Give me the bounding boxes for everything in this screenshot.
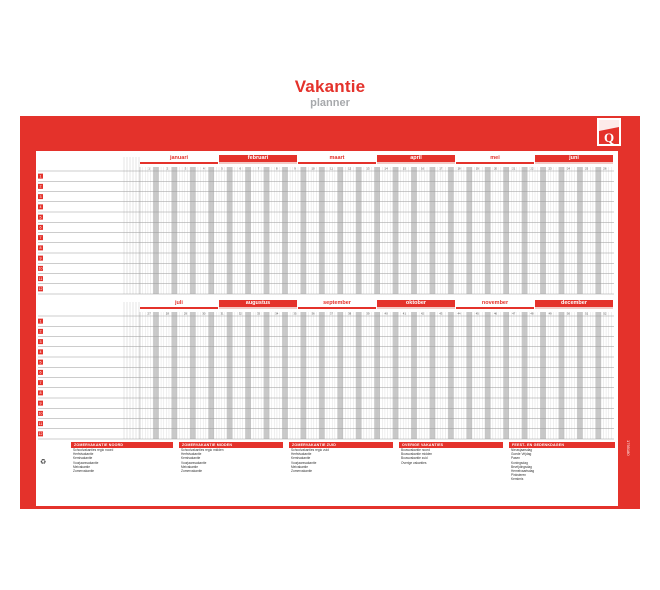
bottom-weekend-column [485, 312, 488, 439]
top-week-number: 14 [384, 166, 388, 171]
quantore-logo [597, 118, 621, 146]
top-week-number: 5 [221, 166, 223, 171]
bottom-week-number: 43 [439, 311, 443, 316]
top-weekend-column [488, 167, 491, 294]
bottom-weekend-column [303, 312, 306, 439]
bottom-month-bar [535, 307, 613, 309]
top-weekend-column [301, 167, 304, 294]
top-row-number: 2 [39, 184, 42, 189]
top-week-number: 7 [257, 166, 260, 171]
bottom-weekend-column [467, 312, 470, 439]
top-row-number: 6 [39, 225, 42, 230]
svg-text:Q: Q [603, 130, 615, 145]
top-weekend-column [469, 167, 472, 294]
top-month-bar [140, 162, 218, 164]
top-month-bar [456, 162, 534, 164]
bottom-row-number: 9 [39, 401, 42, 406]
top-month-juni: juni [535, 155, 613, 162]
top-week-number: 18 [457, 166, 461, 171]
bottom-week-number: 40 [384, 311, 388, 316]
top-row-number: 10 [38, 266, 43, 271]
page-subtitle: planner [310, 97, 350, 109]
top-weekend-column [377, 167, 380, 294]
bottom-weekend-column [356, 312, 359, 439]
bottom-weekend-column [322, 312, 325, 439]
top-weekend-column [282, 167, 285, 294]
top-week-number: 24 [566, 166, 570, 171]
top-weekend-column [503, 167, 506, 294]
bottom-weekend-column [432, 312, 435, 439]
bottom-weekend-column [156, 312, 159, 439]
bottom-week-number: 33 [256, 311, 261, 316]
bottom-weekend-column [393, 312, 396, 439]
top-weekend-column [596, 167, 599, 294]
top-week-number: 13 [366, 166, 370, 171]
bottom-row-number: 3 [39, 339, 42, 344]
top-month-bar [377, 162, 455, 164]
top-weekend-column [174, 167, 177, 294]
top-weekend-column [506, 167, 509, 294]
bottom-row-number: 4 [39, 350, 42, 355]
top-month-bar [298, 162, 376, 164]
info-section-feestdagen: FEEST- EN GEDENKDAGEN Nieuwjaarsdag Goede Vrijdag Pasen Koningsdag Bevrijdingsdag Hemelvaartsdag Pinksteren Kerstmis [509, 442, 615, 506]
bottom-week-number: 39 [366, 311, 370, 316]
top-weekend-column [193, 167, 196, 294]
top-week-number: 11 [329, 166, 333, 171]
top-row-number: 12 [38, 287, 43, 292]
bottom-weekend-column [580, 312, 583, 439]
top-week-number: 25 [585, 166, 589, 171]
top-weekend-column [580, 167, 583, 294]
top-weekend-column [245, 167, 248, 294]
first-half-year [36, 153, 618, 296]
bottom-month-november: november [456, 300, 534, 307]
bottom-weekend-column [451, 312, 454, 439]
top-row-number: 4 [39, 205, 42, 210]
bottom-week-number: 46 [493, 311, 498, 316]
top-month-april: april [377, 155, 455, 162]
product-code: 1795180 [626, 440, 631, 456]
bottom-row-number: 12 [38, 432, 43, 437]
bottom-row-number: 6 [39, 370, 42, 375]
bottom-weekend-column [377, 312, 380, 439]
top-weekend-column [467, 167, 470, 294]
bottom-week-number: 38 [348, 311, 352, 316]
bottom-row-number: 1 [39, 319, 42, 324]
top-weekend-column [540, 167, 543, 294]
top-weekend-column [153, 167, 156, 294]
top-grid [36, 153, 618, 296]
bottom-week-number: 48 [530, 311, 534, 316]
bottom-month-oktober: oktober [377, 300, 455, 307]
top-week-number: 9 [294, 166, 296, 171]
top-weekend-column [561, 167, 564, 294]
bottom-weekend-column [395, 312, 398, 439]
top-week-number: 8 [275, 166, 278, 171]
page-title: Vakantie [294, 77, 366, 96]
top-weekend-column [190, 167, 193, 294]
bottom-row-number: 5 [39, 360, 42, 365]
bottom-week-number: 44 [457, 311, 461, 316]
top-weekend-column [208, 167, 211, 294]
bottom-weekend-column [596, 312, 599, 439]
top-month-maart: maart [298, 155, 376, 162]
top-row-number: 8 [39, 246, 42, 251]
recycle-icon: ♻ [40, 458, 47, 466]
bottom-weekend-column [524, 312, 527, 439]
top-weekend-column [227, 167, 230, 294]
top-week-number: 2 [166, 166, 169, 171]
info-section-zuid: ZOMERVAKANTIE ZUID Schoolvakanties regio zuid Herfstvakantie Kerstvakantie Voorjaarsvakantie Meivakantie Zomervakantie [289, 442, 393, 506]
top-weekend-column [356, 167, 359, 294]
top-week-number: 22 [530, 166, 534, 171]
bottom-week-number: 32 [238, 311, 242, 316]
bottom-weekend-column [282, 312, 285, 439]
top-weekend-column [395, 167, 398, 294]
top-weekend-column [359, 167, 362, 294]
bottom-weekend-column [208, 312, 211, 439]
top-weekend-column [543, 167, 546, 294]
bottom-weekend-column [174, 312, 177, 439]
bottom-weekend-column [319, 312, 322, 439]
info-section-midden: ZOMERVAKANTIE MIDDEN Schoolvakanties regio midden Herfstvakantie Kerstvakantie Voorjaarsvakantie Meivakantie Zomervakantie [179, 442, 283, 506]
top-weekend-column [319, 167, 322, 294]
bottom-month-september: september [298, 300, 376, 307]
top-week-number: 21 [512, 166, 516, 171]
top-month-bar [535, 162, 613, 164]
bottom-weekend-column [301, 312, 304, 439]
top-week-number: 19 [475, 166, 479, 171]
bottom-weekend-column [506, 312, 509, 439]
bottom-month-juli: juli [140, 300, 218, 307]
bottom-weekend-column [245, 312, 248, 439]
bottom-week-number: 36 [311, 311, 315, 316]
bottom-weekend-column [190, 312, 193, 439]
top-weekend-column [393, 167, 396, 294]
top-week-number: 6 [239, 166, 242, 171]
top-week-number: 10 [311, 166, 315, 171]
top-week-number: 16 [421, 166, 425, 171]
top-month-februari: februari [219, 155, 297, 162]
bottom-week-number: 52 [603, 311, 607, 316]
top-weekend-column [432, 167, 435, 294]
top-week-number: 1 [148, 166, 150, 171]
top-weekend-column [522, 167, 525, 294]
info-panel [36, 442, 618, 506]
bottom-weekend-column [340, 312, 343, 439]
bottom-week-number: 31 [220, 311, 224, 316]
top-weekend-column [230, 167, 233, 294]
top-weekend-column [340, 167, 343, 294]
bottom-weekend-column [577, 312, 580, 439]
bottom-month-augustus: augustus [219, 300, 297, 307]
bottom-week-number: 27 [147, 311, 151, 316]
top-weekend-column [303, 167, 306, 294]
top-weekend-column [524, 167, 527, 294]
bottom-weekend-column [248, 312, 251, 439]
bottom-weekend-column [414, 312, 417, 439]
top-month-januari: januari [140, 155, 218, 162]
bottom-weekend-column [227, 312, 230, 439]
bottom-month-bar [219, 307, 297, 309]
bottom-week-number: 41 [402, 311, 406, 316]
top-week-number: 20 [493, 166, 498, 171]
bottom-week-number: 29 [184, 311, 188, 316]
top-weekend-column [248, 167, 251, 294]
top-week-number: 15 [402, 166, 406, 171]
bottom-weekend-column [488, 312, 491, 439]
top-weekend-column [577, 167, 580, 294]
bottom-weekend-column [469, 312, 472, 439]
bottom-row-number: 7 [39, 380, 42, 385]
top-week-number: 17 [439, 166, 443, 171]
bottom-month-bar [456, 307, 534, 309]
top-weekend-column [285, 167, 288, 294]
bottom-week-number: 34 [275, 311, 279, 316]
bottom-weekend-column [211, 312, 214, 439]
top-row-number: 9 [39, 256, 42, 261]
bottom-week-number: 30 [202, 311, 206, 316]
top-week-number: 4 [203, 166, 205, 171]
bottom-weekend-column [540, 312, 543, 439]
top-row-number: 5 [39, 215, 42, 220]
bottom-weekend-column [561, 312, 564, 439]
bottom-weekend-column [264, 312, 267, 439]
bottom-month-bar [377, 307, 455, 309]
bottom-month-bar [298, 307, 376, 309]
top-weekend-column [598, 167, 601, 294]
bottom-weekend-column [598, 312, 601, 439]
top-weekend-column [264, 167, 267, 294]
top-week-number: 26 [603, 166, 607, 171]
top-weekend-column [266, 167, 269, 294]
bottom-month-december: december [535, 300, 613, 307]
planner-sheet [36, 151, 618, 506]
bottom-weekend-column [522, 312, 525, 439]
bottom-week-number: 49 [548, 311, 552, 316]
bottom-week-number: 47 [512, 311, 516, 316]
top-weekend-column [211, 167, 214, 294]
bottom-weekend-column [153, 312, 156, 439]
bottom-weekend-column [503, 312, 506, 439]
top-row-number: 3 [39, 194, 42, 199]
top-month-bar [219, 162, 297, 164]
top-weekend-column [485, 167, 488, 294]
top-row-number: 11 [38, 276, 43, 281]
top-week-number: 12 [348, 166, 352, 171]
top-row-number: 7 [39, 235, 42, 240]
top-weekend-column [322, 167, 325, 294]
top-weekend-column [430, 167, 433, 294]
info-section-overige: OVERIGE VAKANTIES Bouwvakantie noord Bouwvakantie midden Bouwvakantie zuid Overige vakanties [399, 442, 503, 506]
top-weekend-column [448, 167, 451, 294]
top-weekend-column [374, 167, 377, 294]
top-weekend-column [414, 167, 417, 294]
bottom-row-number: 8 [39, 391, 42, 396]
bottom-weekend-column [543, 312, 546, 439]
top-weekend-column [156, 167, 159, 294]
bottom-weekend-column [338, 312, 341, 439]
top-weekend-column [451, 167, 454, 294]
bottom-row-number: 10 [38, 411, 43, 416]
bottom-weekend-column [359, 312, 362, 439]
bottom-week-number: 28 [165, 311, 169, 316]
bottom-week-number: 37 [329, 311, 333, 316]
bottom-weekend-column [266, 312, 269, 439]
bottom-weekend-column [285, 312, 288, 439]
bottom-weekend-column [448, 312, 451, 439]
bottom-week-number: 51 [585, 311, 589, 316]
bottom-weekend-column [411, 312, 414, 439]
bottom-weekend-column [230, 312, 233, 439]
bottom-row-number: 11 [38, 421, 43, 426]
bottom-week-number: 35 [293, 311, 297, 316]
top-weekend-column [559, 167, 562, 294]
top-row-number: 1 [39, 174, 42, 179]
bottom-weekend-column [374, 312, 377, 439]
bottom-week-number: 50 [566, 311, 570, 316]
top-week-number: 3 [184, 166, 187, 171]
bottom-weekend-column [172, 312, 175, 439]
bottom-grid [36, 298, 618, 441]
info-section-noord: ZOMERVAKANTIE NOORD Schoolvakanties regio noord Herfstvakantie Kerstvakantie Voorjaarsvakantie Meivakantie Zomervakantie [71, 442, 173, 506]
second-half-year [36, 298, 618, 441]
bottom-week-number: 42 [421, 311, 425, 316]
top-weekend-column [172, 167, 175, 294]
top-weekend-column [411, 167, 414, 294]
bottom-week-number: 45 [475, 311, 479, 316]
top-weekend-column [338, 167, 341, 294]
bottom-month-bar [140, 307, 218, 309]
bottom-weekend-column [193, 312, 196, 439]
bottom-weekend-column [559, 312, 562, 439]
top-week-number: 23 [548, 166, 552, 171]
bottom-weekend-column [430, 312, 433, 439]
top-month-mei: mei [456, 155, 534, 162]
bottom-row-number: 2 [39, 329, 42, 334]
